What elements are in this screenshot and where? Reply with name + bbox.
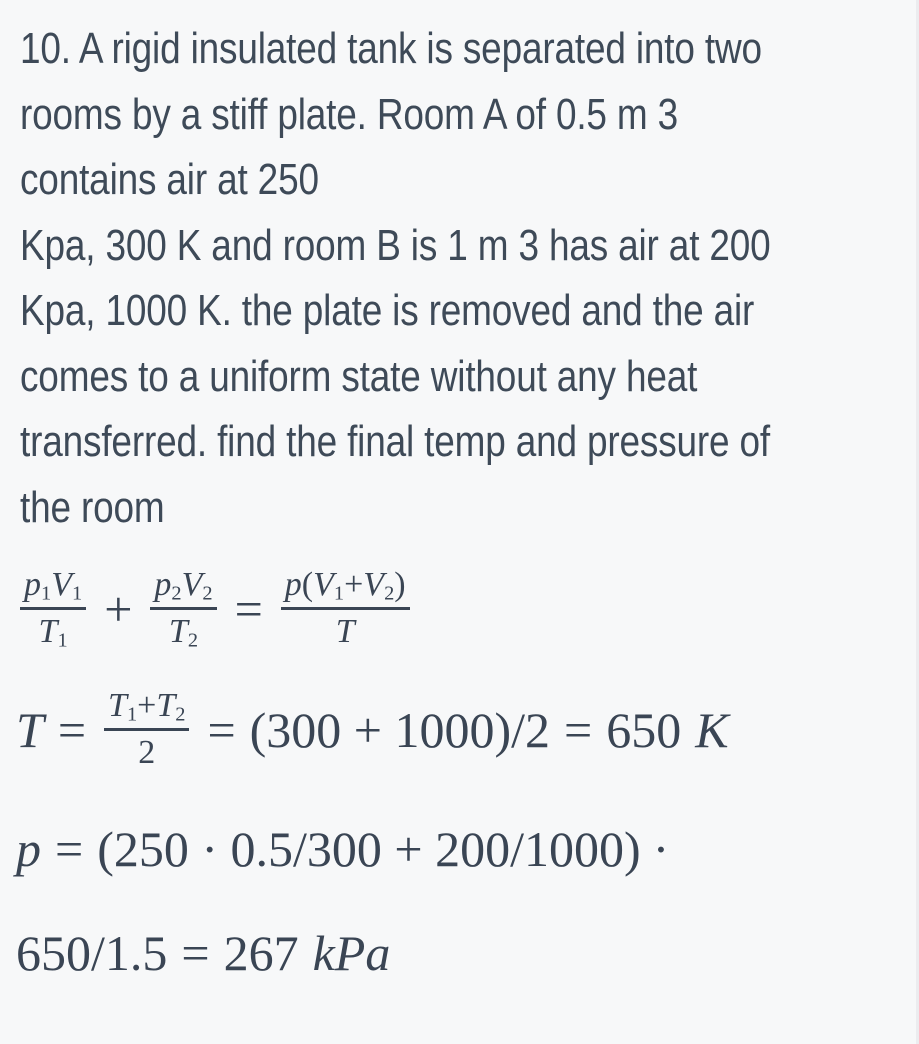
equals-operator: =	[234, 580, 263, 637]
math-var: V	[181, 566, 203, 603]
fraction-bar	[20, 607, 86, 610]
equals-operator: =	[207, 701, 236, 758]
math-sub: 2	[175, 703, 186, 726]
equals-operator: =	[55, 821, 84, 878]
fraction-denominator: 2	[138, 734, 156, 772]
fraction-t1t2-over-2	[104, 687, 189, 772]
math-sub: 1	[57, 629, 68, 652]
math-var: T	[335, 613, 355, 651]
math-unit: K	[695, 701, 729, 758]
math-sub: 2	[171, 582, 182, 605]
problem-line: transferred. find the final temp and pressure of	[20, 417, 771, 466]
math-var: p	[24, 566, 41, 603]
math-sub: 1	[126, 703, 138, 726]
problem-line: rooms by a stiff plate. Room A of 0.5 m 3	[20, 89, 679, 139]
math-var: p	[154, 566, 172, 603]
cdot-operator: ·	[652, 821, 670, 878]
math-sub: 2	[202, 582, 213, 605]
equals-operator: =	[57, 701, 87, 758]
math-unit: kPa	[312, 925, 391, 982]
math-sub: 2	[187, 629, 199, 652]
problem-line: Kpa, 300 K and room B is 1 m 3 has air at 200	[20, 220, 771, 270]
math-sub: 1	[333, 582, 345, 605]
math-var: V	[363, 566, 385, 603]
math-sub: 1	[41, 582, 52, 605]
fraction-denominator	[165, 613, 202, 651]
equals-operator: =	[564, 701, 593, 758]
fraction-numerator	[281, 566, 410, 604]
problem-line: Kpa, 1000 K. the plate is removed and the air	[20, 286, 755, 335]
fraction-p2v2-over-t2	[150, 566, 216, 651]
math-expression: 650/1.5	[16, 925, 168, 982]
math-paren: )	[394, 566, 406, 603]
fraction-bar	[281, 607, 410, 610]
plus-operator: +	[104, 580, 133, 637]
fraction-denominator	[35, 613, 72, 651]
math-var: T	[156, 687, 176, 725]
problem-line: comes to a uniform state without any heat	[20, 351, 698, 401]
fraction-denominator	[332, 613, 359, 651]
math-var: V	[51, 566, 72, 603]
math-var: T	[16, 701, 44, 758]
math-var: p	[284, 566, 302, 603]
math-paren: (	[301, 566, 314, 603]
equation-final-temperature	[0, 687, 919, 772]
plus-operator: +	[137, 687, 157, 725]
plus-operator: +	[344, 566, 364, 603]
equation-combined-gas-law	[0, 566, 919, 651]
equation-final-pressure	[0, 820, 919, 878]
fraction-bar	[104, 728, 189, 731]
math-sub: 1	[71, 582, 83, 605]
equals-operator: =	[181, 925, 210, 982]
math-var: V	[313, 566, 334, 603]
math-var: T	[38, 613, 58, 651]
fraction-numerator	[150, 566, 216, 604]
fraction-bar	[150, 607, 216, 610]
fraction-pv1v2-over-t	[281, 566, 410, 651]
fraction-numerator	[104, 687, 189, 725]
problem-line: contains air at 250	[20, 155, 319, 204]
math-value: 650	[606, 701, 682, 758]
math-expression: (300 + 1000)/2	[249, 701, 551, 758]
problem-line: the room	[20, 482, 165, 532]
equation-pressure-result	[0, 924, 919, 982]
math-expression: (250 · 0.5/300 + 200/1000)	[97, 821, 641, 878]
problem-line: 10. A rigid insulated tank is separated into two	[20, 24, 762, 73]
math-var: T	[168, 613, 188, 651]
math-value: 267	[223, 925, 299, 982]
fraction-p1v1-over-t1	[20, 566, 86, 651]
math-var: T	[108, 687, 127, 725]
fraction-numerator	[20, 566, 86, 604]
math-var: p	[16, 821, 41, 878]
math-sub: 2	[384, 582, 395, 605]
